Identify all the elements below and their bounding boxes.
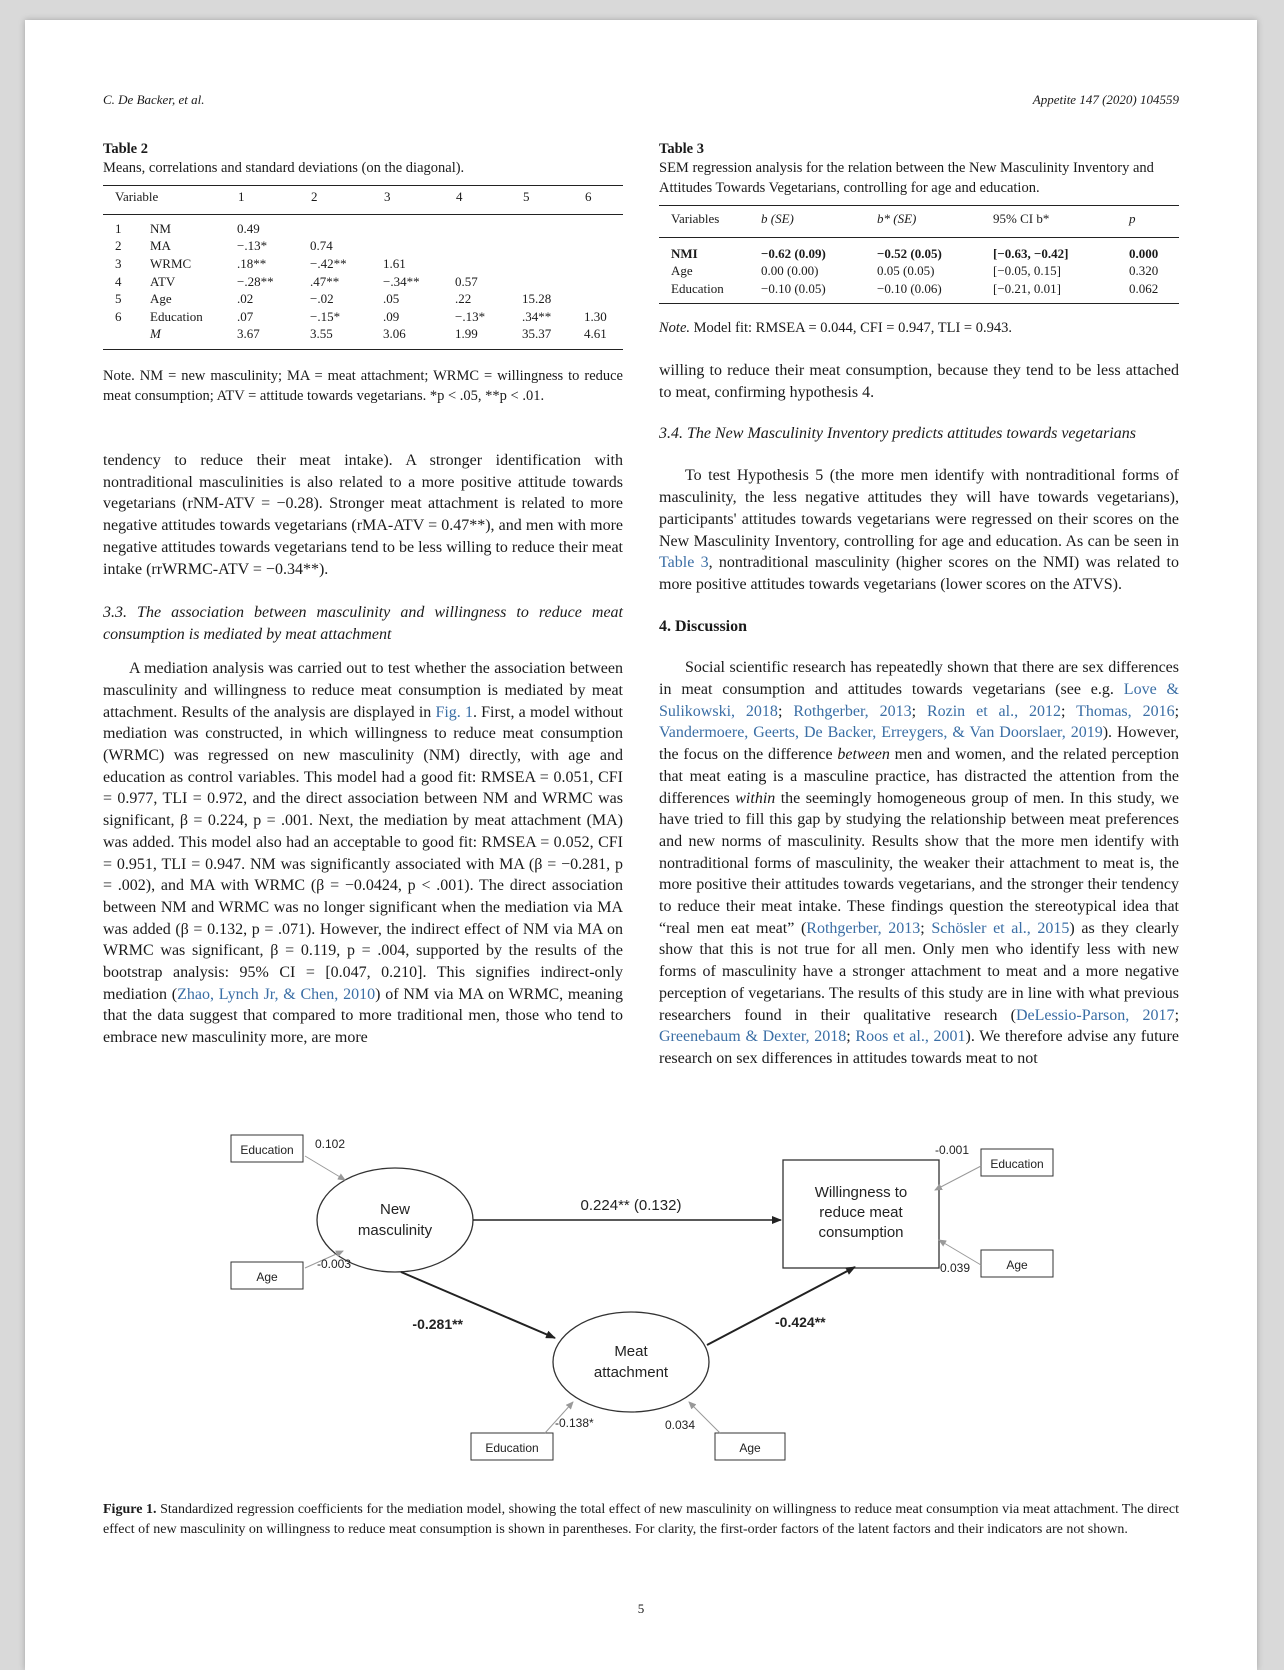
figure-link[interactable]: Fig. 1: [435, 703, 473, 721]
table-2-body: [103, 220, 623, 343]
table-cell: 0.57: [455, 273, 478, 289]
table-3: [659, 141, 1179, 296]
path-ma-wrmc: [707, 1267, 855, 1345]
table-cell: [522, 273, 584, 291]
table-row: [103, 255, 623, 273]
table-cell: −.15*: [310, 308, 341, 324]
col-header: 95% CI b*: [993, 211, 1050, 226]
citation-link[interactable]: Rothgerber, 2013: [793, 702, 912, 720]
table-cell: [455, 238, 522, 256]
table-cell: ATV: [150, 273, 176, 289]
education-label: Education: [990, 1157, 1044, 1171]
path-age-wrmc-label: 0.039: [940, 1261, 971, 1275]
table-cell: WRMC: [150, 255, 192, 271]
citation-link[interactable]: DeLessio-Parson, 2017: [1015, 1006, 1175, 1024]
table-row: [659, 245, 1179, 263]
table-3-title: Table 3: [659, 141, 704, 157]
col-header: 1: [238, 189, 245, 204]
table-2-title: Table 2: [103, 141, 148, 157]
section-3-3-heading: 3.3. The association between masculinity and willingness to reduce meat consumption is mediated by meat attachment: [103, 604, 623, 644]
path-age-ma-label: 0.034: [665, 1418, 696, 1432]
table-cell: 1.30: [584, 308, 607, 324]
table-cell: [383, 220, 455, 238]
education-label: Education: [485, 1441, 539, 1455]
table-cell: Age: [150, 291, 172, 307]
new-masculinity-label: New: [379, 1201, 411, 1218]
table-cell: −0.52 (0.05): [877, 245, 942, 261]
table-row: [103, 220, 623, 238]
meat-attachment-label: Meat: [614, 1343, 648, 1360]
table-cell: −0.10 (0.06): [877, 280, 942, 296]
col-header: p: [1129, 211, 1136, 226]
table-cell: .07: [237, 308, 254, 324]
page-number: 5: [637, 1601, 645, 1616]
table-cell: [522, 220, 584, 238]
meat-attachment-node: [553, 1312, 709, 1412]
col-header: 4: [456, 189, 463, 204]
col-header: Variable: [115, 189, 159, 204]
citation-link[interactable]: Greenebaum & Dexter, 2018: [659, 1028, 847, 1046]
citation-link[interactable]: Rothgerber, 2013: [806, 919, 921, 937]
table-cell: 5: [115, 291, 122, 307]
table-cell: .34**: [522, 308, 552, 324]
table-cell: −0.10 (0.05): [761, 280, 826, 296]
paper-page: [25, 20, 1257, 1670]
table-cell: 3.67: [237, 326, 260, 342]
table-cell: −.42**: [310, 255, 347, 271]
table-cell: [584, 238, 623, 256]
table-row: [103, 238, 623, 256]
col-header: Variables: [671, 211, 720, 226]
figure-1-caption-label: Figure 1.: [103, 1502, 157, 1517]
citation-link[interactable]: Roos et al., 2001: [855, 1028, 966, 1046]
paragraph: A mediation analysis was carried out to test whether the association between masculinity and willingness to reduce meat consumption is mediated by meat attachment. Results of the analysis are displayed in Fig. 1. First, a model without mediation was constructed, in which willingness to reduce meat consumption (WRMC) was regressed on new masculinity (NM) directly, with age and education as control variables. This model had a good fit: RMSEA = 0.051, CFI = 0.977, TLI = 0.972, and the direct association between NM and WRMC was significant, β = 0.224, p = .001. Next, the mediation by meat attachment (MA) was added. This model also had an acceptable to good fit: RMSEA = 0.052, CFI = 0.951, TLI = 0.947. NM was significantly associated with MA (β = −0.281, p = .002), and MA with WRMC (β = −0.0424, p < .001). The direct association between NM and WRMC was no longer significant when the mediation via MA was added (β = 0.132, p = .071). However, the indirect effect of NM via MA on WRMC was significant, β = 0.119, p = .004, supported by the results of the bootstrap analysis: 95% CI = [0.047, 0.210]. This signifies indirect-only mediation (Zhao, Lynch Jr, & Chen, 2010) of NM via MA on WRMC, meaning that the data suggest that compared to more traditional men, those who tend to embrace new masculinity more, are more: [103, 660, 624, 1047]
citation-link[interactable]: Love & Sulikowski, 2018: [659, 681, 1179, 720]
wrmc-label: reduce meat: [819, 1204, 903, 1221]
running-header-authors: C. De Backer, et al.: [103, 92, 205, 107]
meat-attachment-label: attachment: [593, 1364, 669, 1381]
table-cell: [383, 238, 455, 256]
table-cell: [584, 273, 623, 291]
age-label: Age: [1006, 1258, 1028, 1272]
education-label: Education: [240, 1143, 294, 1157]
figure-1-diagram: [25, 1137, 1257, 1480]
table-cell: 0.49: [237, 220, 260, 236]
running-header-journal: Appetite 147 (2020) 104559: [1032, 92, 1179, 107]
table-2-note: Note. NM = new masculinity; MA = meat attachment; WRMC = willingness to reduce meat consumption; ATV = attitude towards vegetarians. *p < .05, **p < .01.: [103, 368, 623, 404]
col-header: b* (SE): [877, 211, 917, 226]
table-cell: 2: [115, 238, 122, 254]
table-cell: Education: [150, 308, 203, 324]
paragraph: willing to reduce their meat consumption, because they tend to be less attached to meat, confirming hypothesis 4.: [659, 362, 1179, 401]
table-link[interactable]: Table 3: [659, 554, 709, 572]
col-header: 5: [523, 189, 530, 204]
path-nm-ma-label: -0.281**: [412, 1316, 463, 1332]
table-row: [103, 326, 623, 344]
paragraph: Social scientific research has repeatedly shown that there are sex differences in meat consumption and attitudes towards vegetarians (see e.g. Love & Sulikowski, 2018; Rothgerber, 2013; Rozin et al., 2012; Thomas, 2016; Vandermoere, Geerts, De Backer, Erreygers, & Van Doorslaer, 2019). However, the focus on the difference between men and women, and the related perception that meat eating is a masculine practice, has distracted the attention from the differences within the seemingly homogeneous group of men. In this study, we have tried to fill this gap by studying the relationship between meat preferences and new norms of masculinity. Results show that the more men identify with nontraditional forms of masculinity, the weaker their attachment to meat is, the more positive their attitudes towards vegetarians, and the stronger their tendency to reduce their meat intake. These findings question the stereotypical idea that “real men eat meat” (Rothgerber, 2013; Schösler et al., 2015) as they clearly show that this is not true for all men. Only men who identify less with new forms of masculinity have a stronger attachment to meat and a more negative perception of vegetarians. The results of this study are in line with what previous researchers found in their qualitative research (DeLessio-Parson, 2017; Greenebaum & Dexter, 2018; Roos et al., 2001). We therefore advise any future research on sex differences in attitudes towards meat to not: [659, 659, 1180, 1067]
table-row: [103, 290, 623, 308]
table-cell: [584, 290, 623, 308]
table-cell: 4.61: [584, 326, 607, 342]
path-edu-wrmc-label: -0.001: [935, 1143, 970, 1157]
table-cell: 15.28: [522, 291, 552, 307]
table-cell: [115, 326, 150, 344]
age-label: Age: [256, 1270, 278, 1284]
col-header: b (SE): [761, 211, 794, 226]
col-header: 6: [585, 189, 592, 204]
table-cell: .02: [237, 291, 254, 307]
citation-link[interactable]: Zhao, Lynch Jr, & Chen, 2010: [177, 985, 376, 1003]
table-cell: NMI: [671, 245, 698, 261]
table-3-body: [659, 245, 1179, 298]
table-2: [103, 141, 623, 342]
table-cell: −.28**: [237, 273, 274, 289]
table-3-note-text: Model fit: RMSEA = 0.044, CFI = 0.947, TLI = 0.943.: [690, 320, 1012, 336]
table-cell: 0.062: [1129, 280, 1159, 296]
table-cell: 35.37: [522, 326, 552, 342]
table-cell: MA: [150, 238, 171, 254]
table-cell: 0.00 (0.00): [761, 263, 819, 279]
table-cell: 1: [115, 220, 122, 236]
path-edu-nm-label: 0.102: [315, 1137, 346, 1151]
wrmc-label: Willingness to: [814, 1184, 908, 1201]
table-cell: .18**: [237, 255, 267, 271]
path-edu-nm: [305, 1156, 345, 1180]
table-cell: −0.62 (0.09): [761, 245, 826, 261]
table-cell: [455, 255, 522, 273]
left-column: [103, 450, 623, 1049]
age-label: Age: [739, 1441, 761, 1455]
new-masculinity-label: masculinity: [357, 1222, 433, 1239]
path-nm-wrmc-label: 0.224** (0.132): [580, 1197, 682, 1214]
table-cell: [455, 220, 522, 238]
table-cell: [310, 220, 383, 238]
figure-1-caption: [103, 1500, 1179, 1539]
table-cell: 1.61: [383, 255, 406, 271]
table-cell: [522, 255, 584, 273]
table-cell: .05: [383, 291, 400, 307]
path-edu-ma-label: -0.138*: [555, 1416, 594, 1430]
table-cell: .47**: [310, 273, 340, 289]
table-cell: [−0.63, −0.42]: [993, 245, 1069, 261]
table-row: [659, 280, 1179, 298]
paragraph: tendency to reduce their meat intake). A stronger identification with nontraditional masculinities is also related to a more positive attitude towards vegetarians (rNM-ATV = −0.28). Stronger meat attachment is related to more negative attitudes towards vegetarians (rMA-ATV = 0.47**), and men with more negative attitudes towards vegetarians tend to be less willing to reduce their meat intake (rrWRMC-ATV = −0.34**).: [103, 452, 623, 578]
table-cell: 0.320: [1129, 263, 1159, 279]
table-row: [103, 273, 623, 291]
table-cell: −.34**: [383, 273, 420, 289]
table-cell: [584, 255, 623, 273]
table-3-note: [659, 318, 1179, 338]
table-cell: M: [150, 326, 161, 342]
table-cell: 3.06: [383, 326, 406, 342]
section-3-4-heading: 3.4. The New Masculinity Inventory predicts attitudes towards vegetarians: [659, 425, 1136, 443]
col-header: 3: [384, 189, 391, 204]
table-row: [659, 263, 1179, 281]
table-cell: [522, 238, 584, 256]
table-cell: −.02: [310, 291, 334, 307]
path-age-nm-label: -0.003: [317, 1257, 352, 1271]
table-row: [103, 308, 623, 326]
table-cell: NM: [150, 220, 171, 236]
table-cell: 0.74: [310, 238, 333, 254]
path-edu-wrmc: [935, 1166, 981, 1190]
citation-link[interactable]: Rozin et al., 2012: [926, 702, 1062, 720]
table-3-note-label: Note.: [659, 320, 691, 336]
citation-link[interactable]: Thomas, 2016: [1076, 702, 1175, 720]
figure-1-caption-text: Standardized regression coefficients for the mediation model, showing the total effect of new masculinity on willingness to reduce meat consumption via meat attachment. The direct effect of new masculinity on willingness to reduce meat consumption is shown in parentheses. For clarity, the first-order factors of the latent factors and their indicators are not shown.: [103, 1502, 1179, 1537]
table-cell: 3: [115, 255, 122, 271]
table-cell: −.13*: [237, 238, 268, 254]
table-cell: −.13*: [455, 308, 486, 324]
path-ma-wrmc-label: -0.424**: [775, 1314, 826, 1330]
table-cell: 0.05 (0.05): [877, 263, 935, 279]
section-4-heading: 4. Discussion: [659, 617, 748, 635]
table-3-caption: SEM regression analysis for the relation between the New Masculinity Inventory and Attitudes Towards Vegetarians, controlling for age and education.: [659, 160, 1154, 196]
table-cell: 3.55: [310, 326, 333, 342]
table-cell: 4: [115, 273, 122, 289]
table-cell: .22: [455, 291, 472, 307]
col-header: 2: [311, 189, 318, 204]
citation-link[interactable]: Vandermoere, Geerts, De Backer, Erreygers, & Van Doorslaer, 2019: [659, 724, 1103, 742]
table-cell: [−0.21, 0.01]: [993, 280, 1061, 296]
citation-link[interactable]: Schösler et al., 2015: [931, 919, 1070, 937]
table-2-caption: Means, correlations and standard deviations (on the diagonal).: [103, 160, 465, 176]
table-cell: 6: [115, 308, 122, 324]
table-cell: [584, 220, 623, 238]
table-cell: Education: [671, 280, 724, 296]
wrmc-label: consumption: [818, 1224, 904, 1241]
table-cell: 0.000: [1129, 245, 1159, 261]
table-cell: .09: [383, 308, 400, 324]
table-cell: 1.99: [455, 326, 478, 342]
table-cell: Age: [671, 263, 693, 279]
paragraph: To test Hypothesis 5 (the more men identify with nontraditional forms of masculinity, the less negative attitudes they will have towards vegetarians), participants' attitudes towards vegetarians were regressed on their scores on the New Masculinity Inventory, controlling for age and education. As can be seen in Table 3, nontraditional masculinity (higher scores on the NMI) was related to more positive attitudes towards vegetarians (lower scores on the ATVS).: [659, 467, 1180, 593]
right-column: [659, 360, 1179, 1070]
table-cell: [−0.05, 0.15]: [993, 263, 1061, 279]
